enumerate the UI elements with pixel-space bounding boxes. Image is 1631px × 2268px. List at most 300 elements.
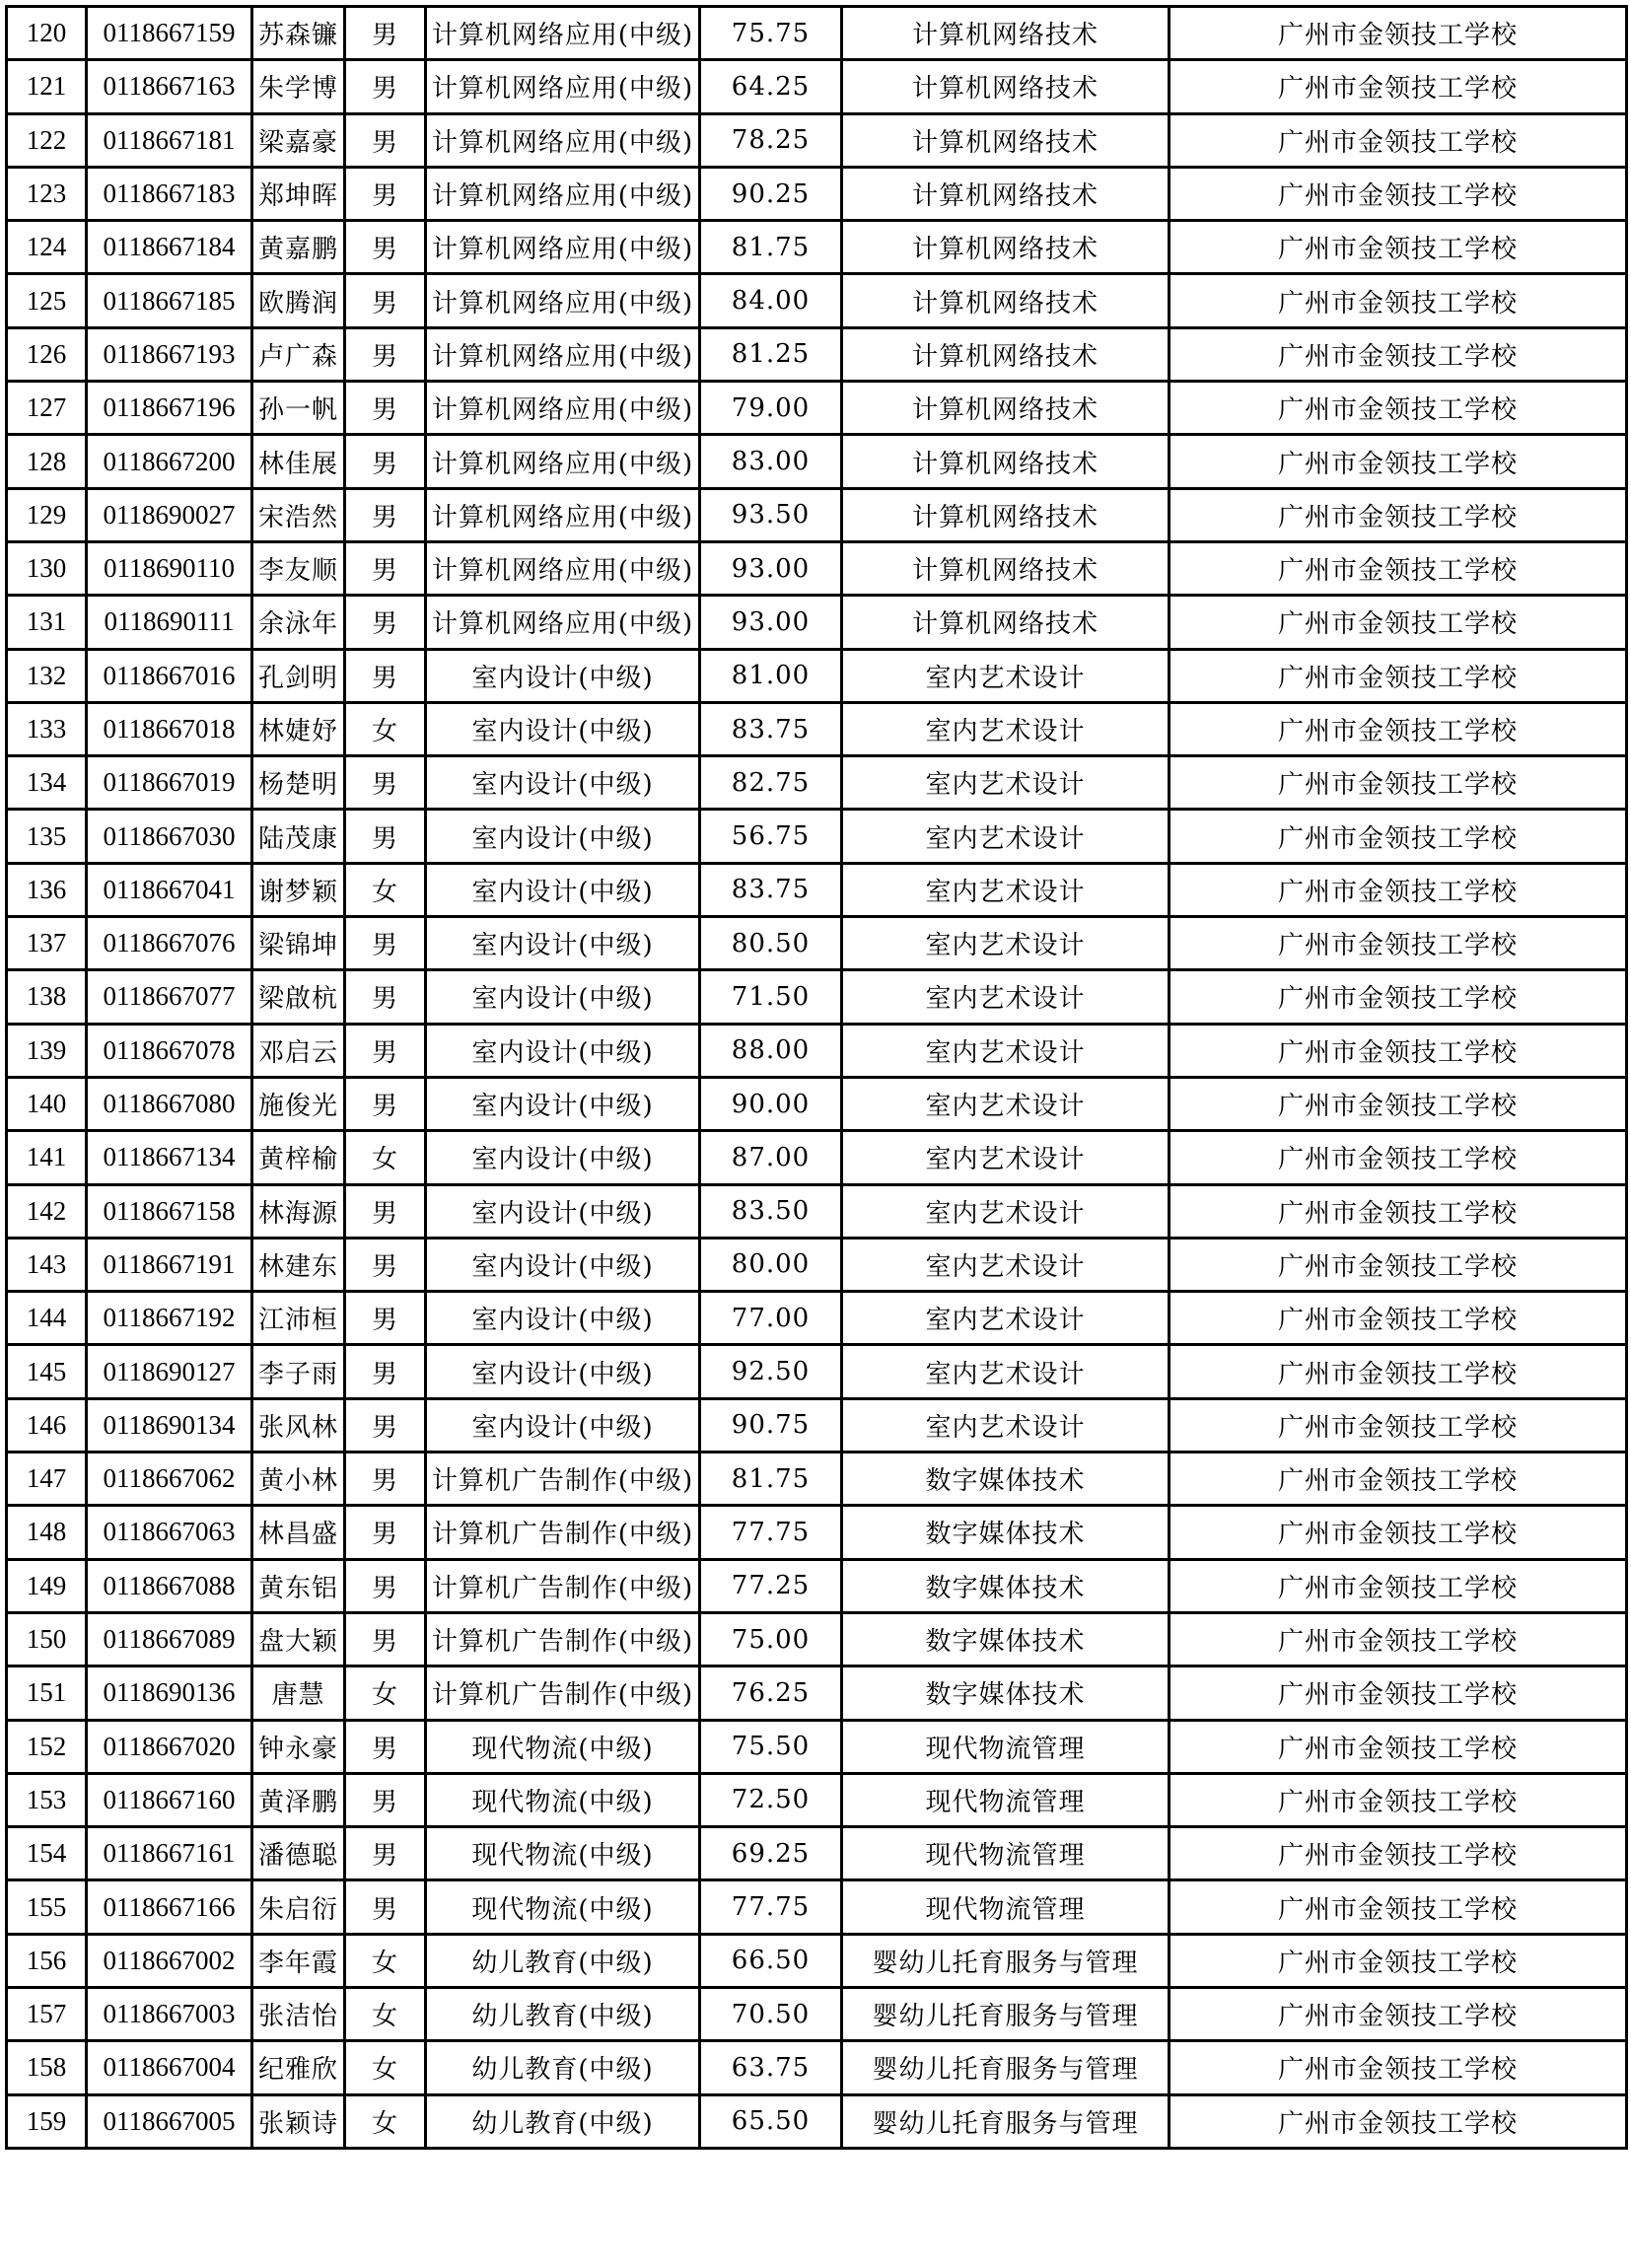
row-index-cell: 136 (7, 863, 87, 916)
school-name-cell: 广州市金领技工学校 (1170, 382, 1627, 435)
row-index-cell: 147 (7, 1453, 87, 1506)
student-name-cell: 梁啟杭 (252, 970, 345, 1024)
student-name-cell: 陆茂康 (252, 810, 345, 863)
skill-level-course-cell: 计算机广告制作(中级) (426, 1666, 700, 1720)
score-cell: 56.75 (700, 810, 842, 863)
major-cell: 计算机网络技术 (842, 435, 1170, 488)
student-name-cell: 潘德聪 (252, 1827, 345, 1880)
skill-level-course-cell: 计算机网络应用(中级) (426, 167, 700, 220)
major-cell: 数字媒体技术 (842, 1506, 1170, 1559)
table-row (7, 1398, 1627, 1452)
table-row (7, 863, 1627, 916)
student-name-cell: 黄泽鹏 (252, 1773, 345, 1826)
exam-number-cell: 0118690136 (87, 1666, 252, 1720)
major-cell: 现代物流管理 (842, 1773, 1170, 1826)
school-name-cell: 广州市金领技工学校 (1170, 649, 1627, 702)
exam-number-cell: 0118690127 (87, 1345, 252, 1398)
gender-cell: 男 (345, 488, 426, 541)
skill-level-course-cell: 室内设计(中级) (426, 702, 700, 755)
score-cell: 90.25 (700, 167, 842, 220)
exam-number-cell: 0118667080 (87, 1077, 252, 1130)
gender-cell: 男 (345, 1612, 426, 1666)
table-row (7, 1987, 1627, 2040)
table-row (7, 970, 1627, 1024)
table-row (7, 702, 1627, 755)
major-cell: 计算机网络技术 (842, 488, 1170, 541)
row-index-cell: 137 (7, 917, 87, 970)
table-row (7, 1184, 1627, 1238)
row-index-cell: 128 (7, 435, 87, 488)
score-cell: 90.75 (700, 1398, 842, 1452)
table-row (7, 2041, 1627, 2094)
table-row (7, 1506, 1627, 1559)
skill-level-course-cell: 室内设计(中级) (426, 1292, 700, 1345)
major-cell: 现代物流管理 (842, 1827, 1170, 1880)
school-name-cell: 广州市金领技工学校 (1170, 1131, 1627, 1184)
row-index-cell: 148 (7, 1506, 87, 1559)
skill-level-course-cell: 室内设计(中级) (426, 1238, 700, 1291)
table-row (7, 649, 1627, 702)
score-cell: 93.00 (700, 596, 842, 649)
exam-number-cell: 0118667078 (87, 1024, 252, 1077)
student-name-cell: 江沛桓 (252, 1292, 345, 1345)
row-index-cell: 156 (7, 1934, 87, 1987)
skill-level-course-cell: 室内设计(中级) (426, 810, 700, 863)
score-cell: 79.00 (700, 382, 842, 435)
table-row (7, 810, 1627, 863)
skill-level-course-cell: 室内设计(中级) (426, 756, 700, 810)
major-cell: 现代物流管理 (842, 1720, 1170, 1773)
student-name-cell: 施俊光 (252, 1077, 345, 1130)
student-name-cell: 张风林 (252, 1398, 345, 1452)
school-name-cell: 广州市金领技工学校 (1170, 2041, 1627, 2094)
exam-number-cell: 0118667161 (87, 1827, 252, 1880)
school-name-cell: 广州市金领技工学校 (1170, 1238, 1627, 1291)
table-row (7, 274, 1627, 327)
gender-cell: 女 (345, 1987, 426, 2040)
score-cell: 81.75 (700, 221, 842, 274)
gender-cell: 男 (345, 382, 426, 435)
exam-number-cell: 0118667160 (87, 1773, 252, 1826)
gender-cell: 男 (345, 1506, 426, 1559)
exam-number-cell: 0118667163 (87, 60, 252, 113)
student-name-cell: 盘大颖 (252, 1612, 345, 1666)
exam-number-cell: 0118690134 (87, 1398, 252, 1452)
student-name-cell: 张颖诗 (252, 2094, 345, 2148)
skill-level-course-cell: 室内设计(中级) (426, 1345, 700, 1398)
skill-level-course-cell: 计算机网络应用(中级) (426, 327, 700, 381)
student-name-cell: 李年霞 (252, 1934, 345, 1987)
exam-number-cell: 0118667041 (87, 863, 252, 916)
student-name-cell: 钟永豪 (252, 1720, 345, 1773)
gender-cell: 女 (345, 1666, 426, 1720)
gender-cell: 男 (345, 1238, 426, 1291)
score-cell: 66.50 (700, 1934, 842, 1987)
school-name-cell: 广州市金领技工学校 (1170, 1720, 1627, 1773)
school-name-cell: 广州市金领技工学校 (1170, 596, 1627, 649)
row-index-cell: 145 (7, 1345, 87, 1398)
school-name-cell: 广州市金领技工学校 (1170, 1827, 1627, 1880)
row-index-cell: 131 (7, 596, 87, 649)
skill-level-course-cell: 计算机网络应用(中级) (426, 382, 700, 435)
score-cell: 77.75 (700, 1880, 842, 1934)
table-row (7, 1559, 1627, 1612)
score-cell: 75.50 (700, 1720, 842, 1773)
school-name-cell: 广州市金领技工学校 (1170, 1987, 1627, 2040)
exam-number-cell: 0118667166 (87, 1880, 252, 1934)
row-index-cell: 139 (7, 1024, 87, 1077)
school-name-cell: 广州市金领技工学校 (1170, 1666, 1627, 1720)
school-name-cell: 广州市金领技工学校 (1170, 810, 1627, 863)
score-cell: 93.50 (700, 488, 842, 541)
table-row (7, 435, 1627, 488)
major-cell: 室内艺术设计 (842, 970, 1170, 1024)
table-row (7, 596, 1627, 649)
table-row (7, 1131, 1627, 1184)
exam-number-cell: 0118667062 (87, 1453, 252, 1506)
school-name-cell: 广州市金领技工学校 (1170, 702, 1627, 755)
exam-number-cell: 0118667181 (87, 113, 252, 167)
school-name-cell: 广州市金领技工学校 (1170, 1453, 1627, 1506)
student-score-table (5, 5, 1628, 2150)
student-name-cell: 欧腾润 (252, 274, 345, 327)
major-cell: 室内艺术设计 (842, 917, 1170, 970)
exam-number-cell: 0118667159 (87, 7, 252, 60)
row-index-cell: 155 (7, 1880, 87, 1934)
row-index-cell: 142 (7, 1184, 87, 1238)
major-cell: 计算机网络技术 (842, 274, 1170, 327)
gender-cell: 男 (345, 113, 426, 167)
major-cell: 婴幼儿托育服务与管理 (842, 1934, 1170, 1987)
gender-cell: 女 (345, 1131, 426, 1184)
score-cell: 92.50 (700, 1345, 842, 1398)
student-name-cell: 黄嘉鹏 (252, 221, 345, 274)
major-cell: 计算机网络技术 (842, 596, 1170, 649)
table-row (7, 1077, 1627, 1130)
school-name-cell: 广州市金领技工学校 (1170, 756, 1627, 810)
exam-number-cell: 0118667088 (87, 1559, 252, 1612)
student-name-cell: 张洁怡 (252, 1987, 345, 2040)
skill-level-course-cell: 现代物流(中级) (426, 1720, 700, 1773)
gender-cell: 男 (345, 756, 426, 810)
student-name-cell: 林昌盛 (252, 1506, 345, 1559)
gender-cell: 女 (345, 702, 426, 755)
student-name-cell: 李友顺 (252, 541, 345, 595)
exam-number-cell: 0118667191 (87, 1238, 252, 1291)
gender-cell: 男 (345, 221, 426, 274)
gender-cell: 男 (345, 60, 426, 113)
gender-cell: 女 (345, 2094, 426, 2148)
gender-cell: 男 (345, 649, 426, 702)
row-index-cell: 159 (7, 2094, 87, 2148)
exam-number-cell: 0118667193 (87, 327, 252, 381)
table-row (7, 221, 1627, 274)
score-cell: 82.75 (700, 756, 842, 810)
major-cell: 室内艺术设计 (842, 756, 1170, 810)
school-name-cell: 广州市金领技工学校 (1170, 1024, 1627, 1077)
student-name-cell: 林建东 (252, 1238, 345, 1291)
score-cell: 84.00 (700, 274, 842, 327)
school-name-cell: 广州市金领技工学校 (1170, 1398, 1627, 1452)
major-cell: 室内艺术设计 (842, 1184, 1170, 1238)
student-name-cell: 梁锦坤 (252, 917, 345, 970)
exam-number-cell: 0118690110 (87, 541, 252, 595)
school-name-cell: 广州市金领技工学校 (1170, 1934, 1627, 1987)
gender-cell: 男 (345, 274, 426, 327)
student-name-cell: 邓启云 (252, 1024, 345, 1077)
school-name-cell: 广州市金领技工学校 (1170, 1773, 1627, 1826)
score-cell: 90.00 (700, 1077, 842, 1130)
major-cell: 计算机网络技术 (842, 221, 1170, 274)
skill-level-course-cell: 室内设计(中级) (426, 1024, 700, 1077)
student-name-cell: 宋浩然 (252, 488, 345, 541)
row-index-cell: 129 (7, 488, 87, 541)
score-cell: 83.75 (700, 702, 842, 755)
score-cell: 72.50 (700, 1773, 842, 1826)
exam-number-cell: 0118667030 (87, 810, 252, 863)
major-cell: 室内艺术设计 (842, 1077, 1170, 1130)
school-name-cell: 广州市金领技工学校 (1170, 60, 1627, 113)
score-cell: 87.00 (700, 1131, 842, 1184)
score-cell: 75.00 (700, 1612, 842, 1666)
skill-level-course-cell: 室内设计(中级) (426, 970, 700, 1024)
major-cell: 计算机网络技术 (842, 541, 1170, 595)
table-row (7, 1292, 1627, 1345)
score-cell: 70.50 (700, 1987, 842, 2040)
row-index-cell: 158 (7, 2041, 87, 2094)
skill-level-course-cell: 计算机网络应用(中级) (426, 435, 700, 488)
table-row (7, 1024, 1627, 1077)
gender-cell: 男 (345, 7, 426, 60)
gender-cell: 男 (345, 327, 426, 381)
score-cell: 71.50 (700, 970, 842, 1024)
row-index-cell: 152 (7, 1720, 87, 1773)
major-cell: 室内艺术设计 (842, 1345, 1170, 1398)
gender-cell: 男 (345, 596, 426, 649)
table-row (7, 917, 1627, 970)
score-cell: 88.00 (700, 1024, 842, 1077)
major-cell: 室内艺术设计 (842, 810, 1170, 863)
gender-cell: 女 (345, 1934, 426, 1987)
student-name-cell: 黄小林 (252, 1453, 345, 1506)
score-cell: 80.00 (700, 1238, 842, 1291)
row-index-cell: 135 (7, 810, 87, 863)
skill-level-course-cell: 计算机网络应用(中级) (426, 596, 700, 649)
student-name-cell: 黄梓榆 (252, 1131, 345, 1184)
exam-number-cell: 0118667196 (87, 382, 252, 435)
exam-number-cell: 0118667134 (87, 1131, 252, 1184)
school-name-cell: 广州市金领技工学校 (1170, 274, 1627, 327)
skill-level-course-cell: 计算机网络应用(中级) (426, 488, 700, 541)
gender-cell: 男 (345, 1880, 426, 1934)
row-index-cell: 126 (7, 327, 87, 381)
major-cell: 室内艺术设计 (842, 1238, 1170, 1291)
skill-level-course-cell: 幼儿教育(中级) (426, 1987, 700, 2040)
score-cell: 65.50 (700, 2094, 842, 2148)
exam-number-cell: 0118690111 (87, 596, 252, 649)
row-index-cell: 157 (7, 1987, 87, 2040)
exam-number-cell: 0118667002 (87, 1934, 252, 1987)
gender-cell: 男 (345, 810, 426, 863)
skill-level-course-cell: 计算机网络应用(中级) (426, 113, 700, 167)
row-index-cell: 127 (7, 382, 87, 435)
table-row (7, 2094, 1627, 2148)
row-index-cell: 151 (7, 1666, 87, 1720)
row-index-cell: 144 (7, 1292, 87, 1345)
table-row (7, 60, 1627, 113)
score-cell: 83.00 (700, 435, 842, 488)
row-index-cell: 149 (7, 1559, 87, 1612)
skill-level-course-cell: 室内设计(中级) (426, 1184, 700, 1238)
exam-number-cell: 0118667016 (87, 649, 252, 702)
table-row (7, 1773, 1627, 1826)
table-row (7, 488, 1627, 541)
row-index-cell: 153 (7, 1773, 87, 1826)
major-cell: 计算机网络技术 (842, 167, 1170, 220)
major-cell: 数字媒体技术 (842, 1453, 1170, 1506)
gender-cell: 男 (345, 1184, 426, 1238)
school-name-cell: 广州市金领技工学校 (1170, 1345, 1627, 1398)
score-cell: 75.75 (700, 7, 842, 60)
gender-cell: 男 (345, 1024, 426, 1077)
score-cell: 78.25 (700, 113, 842, 167)
major-cell: 婴幼儿托育服务与管理 (842, 2041, 1170, 2094)
gender-cell: 男 (345, 1398, 426, 1452)
row-index-cell: 150 (7, 1612, 87, 1666)
skill-level-course-cell: 计算机网络应用(中级) (426, 541, 700, 595)
student-name-cell: 林佳展 (252, 435, 345, 488)
score-cell: 69.25 (700, 1827, 842, 1880)
skill-level-course-cell: 室内设计(中级) (426, 863, 700, 916)
major-cell: 婴幼儿托育服务与管理 (842, 2094, 1170, 2148)
exam-number-cell: 0118667005 (87, 2094, 252, 2148)
student-name-cell: 余泳年 (252, 596, 345, 649)
skill-level-course-cell: 室内设计(中级) (426, 649, 700, 702)
row-index-cell: 143 (7, 1238, 87, 1291)
major-cell: 婴幼儿托育服务与管理 (842, 1987, 1170, 2040)
row-index-cell: 122 (7, 113, 87, 167)
exam-number-cell: 0118667063 (87, 1506, 252, 1559)
skill-level-course-cell: 幼儿教育(中级) (426, 2094, 700, 2148)
exam-number-cell: 0118667200 (87, 435, 252, 488)
school-name-cell: 广州市金领技工学校 (1170, 435, 1627, 488)
table-row (7, 1880, 1627, 1934)
exam-number-cell: 0118667004 (87, 2041, 252, 2094)
school-name-cell: 广州市金领技工学校 (1170, 1612, 1627, 1666)
exam-number-cell: 0118667003 (87, 1987, 252, 2040)
major-cell: 室内艺术设计 (842, 1024, 1170, 1077)
row-index-cell: 134 (7, 756, 87, 810)
student-name-cell: 唐慧 (252, 1666, 345, 1720)
row-index-cell: 154 (7, 1827, 87, 1880)
table-row (7, 1827, 1627, 1880)
major-cell: 计算机网络技术 (842, 7, 1170, 60)
skill-level-course-cell: 现代物流(中级) (426, 1880, 700, 1934)
exam-number-cell: 0118667018 (87, 702, 252, 755)
gender-cell: 男 (345, 1345, 426, 1398)
roster-sheet (5, 5, 1628, 2150)
major-cell: 室内艺术设计 (842, 863, 1170, 916)
major-cell: 计算机网络技术 (842, 327, 1170, 381)
row-index-cell: 124 (7, 221, 87, 274)
score-cell: 63.75 (700, 2041, 842, 2094)
major-cell: 室内艺术设计 (842, 1292, 1170, 1345)
exam-number-cell: 0118667184 (87, 221, 252, 274)
skill-level-course-cell: 计算机网络应用(中级) (426, 60, 700, 113)
table-row (7, 1720, 1627, 1773)
school-name-cell: 广州市金领技工学校 (1170, 970, 1627, 1024)
score-cell: 83.50 (700, 1184, 842, 1238)
row-index-cell: 146 (7, 1398, 87, 1452)
gender-cell: 男 (345, 1773, 426, 1826)
exam-number-cell: 0118667192 (87, 1292, 252, 1345)
score-cell: 81.25 (700, 327, 842, 381)
school-name-cell: 广州市金领技工学校 (1170, 7, 1627, 60)
school-name-cell: 广州市金领技工学校 (1170, 167, 1627, 220)
school-name-cell: 广州市金领技工学校 (1170, 1292, 1627, 1345)
row-index-cell: 130 (7, 541, 87, 595)
table-row (7, 1345, 1627, 1398)
score-cell: 80.50 (700, 917, 842, 970)
gender-cell: 男 (345, 435, 426, 488)
exam-number-cell: 0118667158 (87, 1184, 252, 1238)
row-index-cell: 125 (7, 274, 87, 327)
student-name-cell: 林海源 (252, 1184, 345, 1238)
student-name-cell: 李子雨 (252, 1345, 345, 1398)
table-body (7, 7, 1627, 2149)
exam-number-cell: 0118667019 (87, 756, 252, 810)
student-name-cell: 郑坤晖 (252, 167, 345, 220)
major-cell: 室内艺术设计 (842, 1131, 1170, 1184)
school-name-cell: 广州市金领技工学校 (1170, 488, 1627, 541)
skill-level-course-cell: 室内设计(中级) (426, 917, 700, 970)
skill-level-course-cell: 计算机网络应用(中级) (426, 221, 700, 274)
skill-level-course-cell: 幼儿教育(中级) (426, 2041, 700, 2094)
major-cell: 计算机网络技术 (842, 60, 1170, 113)
skill-level-course-cell: 现代物流(中级) (426, 1827, 700, 1880)
gender-cell: 男 (345, 1453, 426, 1506)
student-name-cell: 林婕妤 (252, 702, 345, 755)
gender-cell: 女 (345, 863, 426, 916)
table-row (7, 1453, 1627, 1506)
gender-cell: 男 (345, 541, 426, 595)
gender-cell: 男 (345, 1720, 426, 1773)
skill-level-course-cell: 室内设计(中级) (426, 1131, 700, 1184)
table-row (7, 1238, 1627, 1291)
exam-number-cell: 0118667076 (87, 917, 252, 970)
major-cell: 数字媒体技术 (842, 1612, 1170, 1666)
row-index-cell: 138 (7, 970, 87, 1024)
row-index-cell: 133 (7, 702, 87, 755)
skill-level-course-cell: 室内设计(中级) (426, 1398, 700, 1452)
major-cell: 计算机网络技术 (842, 382, 1170, 435)
table-row (7, 1934, 1627, 1987)
student-name-cell: 朱学博 (252, 60, 345, 113)
skill-level-course-cell: 幼儿教育(中级) (426, 1934, 700, 1987)
score-cell: 83.75 (700, 863, 842, 916)
table-row (7, 382, 1627, 435)
student-name-cell: 谢梦颖 (252, 863, 345, 916)
score-cell: 77.00 (700, 1292, 842, 1345)
row-index-cell: 141 (7, 1131, 87, 1184)
student-name-cell: 孔剑明 (252, 649, 345, 702)
school-name-cell: 广州市金领技工学校 (1170, 863, 1627, 916)
table-row (7, 541, 1627, 595)
student-name-cell: 黄东铝 (252, 1559, 345, 1612)
student-name-cell: 孙一帆 (252, 382, 345, 435)
table-row (7, 756, 1627, 810)
skill-level-course-cell: 计算机广告制作(中级) (426, 1453, 700, 1506)
